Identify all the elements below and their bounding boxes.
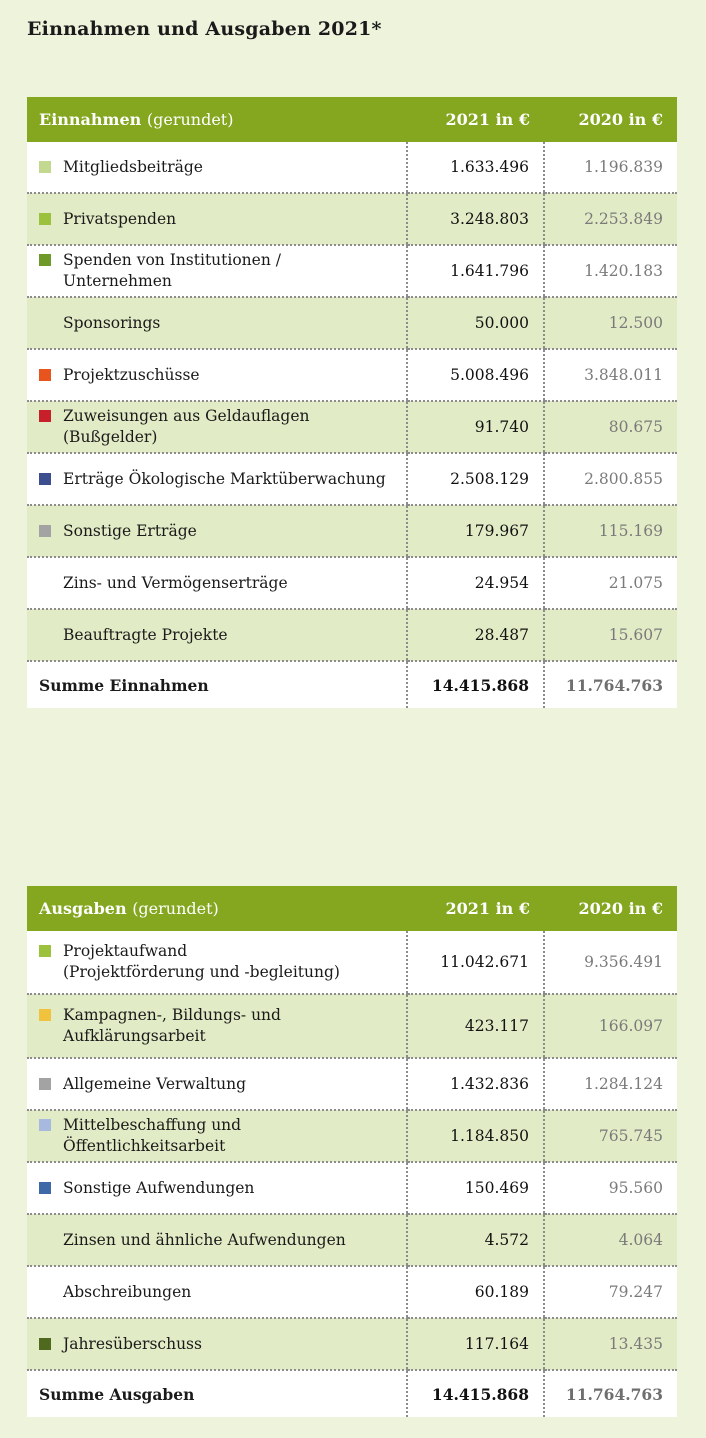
table-row xyxy=(27,1214,677,1266)
row-label-cell xyxy=(27,1110,407,1162)
total-2021: 14.415.868 xyxy=(407,661,544,708)
value-2020: 13.435 xyxy=(544,1318,677,1370)
row-label: Spenden von Institutionen / Unternehmen xyxy=(63,251,281,290)
legend-swatch-icon xyxy=(39,1338,51,1350)
row-label: Sonstige Erträge xyxy=(63,521,197,540)
total-2021: 14.415.868 xyxy=(407,1370,544,1417)
income-table-header xyxy=(27,97,677,142)
row-label-cell xyxy=(27,349,407,401)
value-2020: 1.420.183 xyxy=(544,245,677,297)
row-label-cell xyxy=(27,1318,407,1370)
row-label-cell xyxy=(27,505,407,557)
legend-swatch-icon xyxy=(39,525,51,537)
row-label: Sonstige Aufwendungen xyxy=(63,1178,255,1197)
page-title: Einnahmen und Ausgaben 2021* xyxy=(27,18,382,40)
value-2021: 1.184.850 xyxy=(407,1110,544,1162)
value-2020: 115.169 xyxy=(544,505,677,557)
legend-swatch-icon xyxy=(39,1234,51,1246)
value-2020: 4.064 xyxy=(544,1214,677,1266)
row-label-cell xyxy=(27,453,407,505)
table-row xyxy=(27,297,677,349)
value-2020: 79.247 xyxy=(544,1266,677,1318)
row-label: Zinsen und ähnliche Aufwendungen xyxy=(63,1230,346,1249)
table-row xyxy=(27,142,677,193)
legend-swatch-icon xyxy=(39,410,51,422)
row-label: Sponsorings xyxy=(63,313,161,332)
table-row xyxy=(27,609,677,661)
row-label: Projektaufwand (Projektförderung und -begleitung) xyxy=(63,942,340,981)
total-2020: 11.764.763 xyxy=(544,1370,677,1417)
value-2020: 1.284.124 xyxy=(544,1058,677,1110)
expense-header-2021: 2021 in € xyxy=(407,886,544,931)
income-header-sub: (gerundet) xyxy=(146,110,234,129)
legend-swatch-icon xyxy=(39,1119,51,1131)
legend-swatch-icon xyxy=(39,577,51,589)
row-label-cell xyxy=(27,297,407,349)
row-label: Mittelbeschaffung und Öffentlichkeitsarbeit xyxy=(63,1116,242,1155)
row-label-cell xyxy=(27,609,407,661)
row-label: Zins- und Vermögenserträge xyxy=(63,573,288,592)
table-row xyxy=(27,193,677,245)
value-2020: 2.800.855 xyxy=(544,453,677,505)
row-label: Kampagnen-, Bildungs- und Aufklärungsarbeit xyxy=(63,1006,281,1045)
legend-swatch-icon xyxy=(39,317,51,329)
total-2020: 11.764.763 xyxy=(544,661,677,708)
value-2020: 765.745 xyxy=(544,1110,677,1162)
income-table xyxy=(27,97,677,708)
expense-header-title: Ausgaben xyxy=(39,899,127,918)
table-row xyxy=(27,994,677,1058)
value-2021: 179.967 xyxy=(407,505,544,557)
table-row xyxy=(27,1058,677,1110)
row-label-cell xyxy=(27,994,407,1058)
legend-swatch-icon xyxy=(39,213,51,225)
value-2021: 117.164 xyxy=(407,1318,544,1370)
value-2021: 50.000 xyxy=(407,297,544,349)
row-label-cell xyxy=(27,1058,407,1110)
row-label: Erträge Ökologische Marktüberwachung xyxy=(63,469,386,488)
legend-swatch-icon xyxy=(39,629,51,641)
row-label: Allgemeine Verwaltung xyxy=(63,1074,247,1093)
total-row xyxy=(27,1370,677,1417)
value-2020: 95.560 xyxy=(544,1162,677,1214)
table-row xyxy=(27,1162,677,1214)
total-label: Summe Einnahmen xyxy=(27,661,407,708)
value-2021: 28.487 xyxy=(407,609,544,661)
legend-swatch-icon xyxy=(39,1009,51,1021)
value-2020: 3.848.011 xyxy=(544,349,677,401)
row-label-cell xyxy=(27,1266,407,1318)
value-2021: 5.008.496 xyxy=(407,349,544,401)
total-row xyxy=(27,661,677,708)
row-label-cell xyxy=(27,142,407,193)
legend-swatch-icon xyxy=(39,1078,51,1090)
expense-header-sub: (gerundet) xyxy=(132,899,219,918)
expense-table-header xyxy=(27,886,677,931)
table-row xyxy=(27,245,677,297)
value-2020: 21.075 xyxy=(544,557,677,609)
row-label: Jahresüberschuss xyxy=(63,1334,202,1353)
row-label-cell xyxy=(27,557,407,609)
table-row xyxy=(27,1266,677,1318)
table-row xyxy=(27,1110,677,1162)
value-2021: 3.248.803 xyxy=(407,193,544,245)
row-label: Projektzuschüsse xyxy=(63,365,200,384)
row-label: Zuweisungen aus Geldauflagen (Bußgelder) xyxy=(63,407,310,446)
value-2021: 60.189 xyxy=(407,1266,544,1318)
value-2021: 91.740 xyxy=(407,401,544,453)
value-2020: 80.675 xyxy=(544,401,677,453)
value-2020: 166.097 xyxy=(544,994,677,1058)
expense-header-label xyxy=(27,886,407,931)
income-header-label xyxy=(27,97,407,142)
value-2021: 24.954 xyxy=(407,557,544,609)
row-label-cell xyxy=(27,1162,407,1214)
row-label-cell xyxy=(27,245,407,297)
value-2021: 150.469 xyxy=(407,1162,544,1214)
row-label-cell xyxy=(27,401,407,453)
value-2020: 9.356.491 xyxy=(544,931,677,994)
legend-swatch-icon xyxy=(39,1286,51,1298)
table-row xyxy=(27,557,677,609)
table-row xyxy=(27,453,677,505)
value-2021: 2.508.129 xyxy=(407,453,544,505)
legend-swatch-icon xyxy=(39,369,51,381)
expense-header-2020: 2020 in € xyxy=(544,886,677,931)
value-2020: 1.196.839 xyxy=(544,142,677,193)
value-2020: 2.253.849 xyxy=(544,193,677,245)
row-label: Mitgliedsbeiträge xyxy=(63,157,203,176)
value-2020: 12.500 xyxy=(544,297,677,349)
row-label-cell xyxy=(27,931,407,994)
table-row xyxy=(27,401,677,453)
legend-swatch-icon xyxy=(39,1182,51,1194)
value-2020: 15.607 xyxy=(544,609,677,661)
value-2021: 11.042.671 xyxy=(407,931,544,994)
total-label: Summe Ausgaben xyxy=(27,1370,407,1417)
legend-swatch-icon xyxy=(39,161,51,173)
row-label-cell xyxy=(27,1214,407,1266)
value-2021: 1.633.496 xyxy=(407,142,544,193)
table-row xyxy=(27,1318,677,1370)
income-header-2020: 2020 in € xyxy=(544,97,677,142)
row-label: Privatspenden xyxy=(63,209,177,228)
table-row xyxy=(27,931,677,994)
value-2021: 423.117 xyxy=(407,994,544,1058)
value-2021: 1.432.836 xyxy=(407,1058,544,1110)
row-label: Beauftragte Projekte xyxy=(63,625,228,644)
income-header-2021: 2021 in € xyxy=(407,97,544,142)
table-row xyxy=(27,349,677,401)
legend-swatch-icon xyxy=(39,254,51,266)
row-label-cell xyxy=(27,193,407,245)
row-label: Abschreibungen xyxy=(63,1282,192,1301)
table-row xyxy=(27,505,677,557)
value-2021: 1.641.796 xyxy=(407,245,544,297)
value-2021: 4.572 xyxy=(407,1214,544,1266)
legend-swatch-icon xyxy=(39,473,51,485)
income-header-title: Einnahmen xyxy=(39,110,142,129)
expense-table xyxy=(27,886,677,1417)
legend-swatch-icon xyxy=(39,945,51,957)
